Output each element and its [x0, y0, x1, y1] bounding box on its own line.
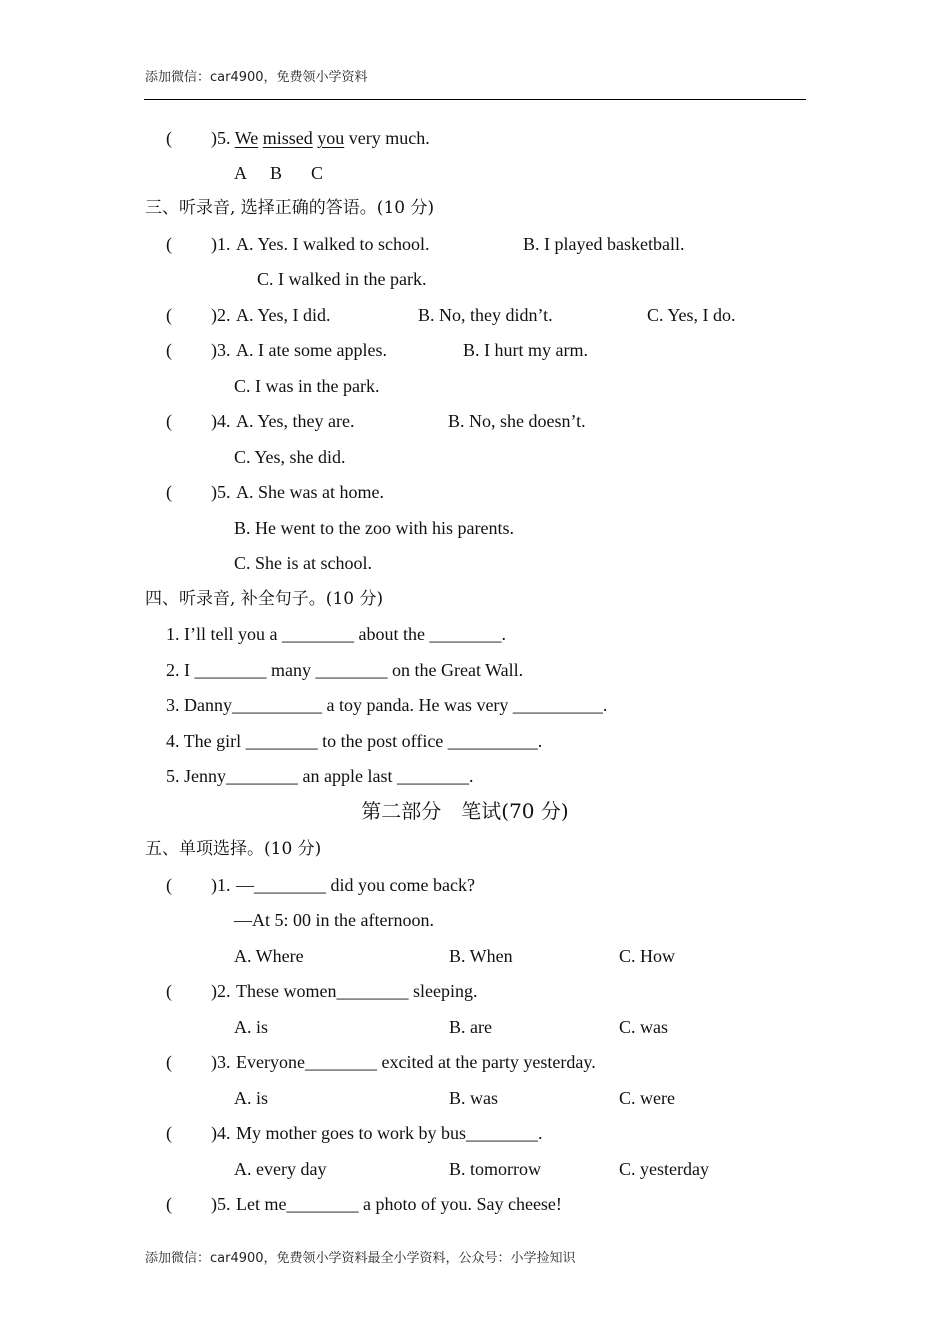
s3-q5-option-b: B. He went to the zoo with his parents.: [234, 518, 514, 538]
underlined-word-c: you: [317, 128, 345, 148]
answer-paren: (: [166, 482, 172, 502]
s5-q5-num: )5.: [211, 1194, 231, 1214]
s3-q4-num: )4.: [211, 411, 231, 431]
page-footer: 添加微信：car4900，免费领小学资料最全小学资料，公众号：小学捡知识: [145, 1251, 576, 1266]
s5-q1-option-c: C. How: [619, 946, 676, 966]
s3-q1-num: )1.: [211, 234, 231, 254]
option-a: A: [234, 163, 247, 183]
answer-paren: (: [166, 981, 172, 1001]
s4-line-4: 4. The girl ________ to the post office __________.: [166, 731, 543, 751]
s4-line-2: 2. I ________ many ________ on the Great Wall.: [166, 660, 524, 680]
s5-q1-option-b: B. When: [449, 946, 513, 966]
s3-q2-option-c: C. Yes, I do.: [647, 305, 736, 325]
s4-line-3: 3. Danny__________ a toy panda. He was very __________.: [166, 695, 608, 715]
s3-q4-option-b: B. No, she doesn’t.: [448, 411, 586, 431]
s5-q2-option-a: A. is: [234, 1017, 269, 1037]
s3-q2-option-a: A. Yes, I did.: [236, 305, 331, 325]
answer-paren: (: [166, 411, 172, 431]
answer-paren: (: [166, 128, 172, 148]
s5-q4-stem: My mother goes to work by bus________.: [236, 1123, 543, 1143]
answer-paren: (: [166, 234, 172, 254]
s3-q3-option-c: C. I was in the park.: [234, 376, 380, 396]
s5-q2-stem: These women________ sleeping.: [236, 981, 478, 1001]
s5-q4-option-a: A. every day: [234, 1159, 327, 1179]
option-b: B: [270, 163, 283, 183]
underlined-word-b: missed: [262, 128, 313, 148]
s3-q1-option-c: C. I walked in the park.: [257, 269, 427, 289]
answer-paren: (: [166, 875, 172, 895]
s5-q1-stem: —________ did you come back?: [236, 875, 475, 895]
s5-q2-option-b: B. are: [449, 1017, 492, 1037]
s3-q5-option-c: C. She is at school.: [234, 553, 372, 573]
option-c: C: [311, 163, 324, 183]
s3-q3-num: )3.: [211, 340, 231, 360]
s5-q5-stem: Let me________ a photo of you. Say cheese!: [236, 1194, 562, 1214]
answer-paren: (: [166, 340, 172, 360]
s3-q1-option-a: A. Yes. I walked to school.: [236, 234, 430, 254]
page-header: 添加微信：car4900，免费领小学资料: [145, 70, 368, 85]
s5-q4-num: )4.: [211, 1123, 231, 1143]
answer-paren: (: [166, 1123, 172, 1143]
question-p1-5: [211, 127, 430, 149]
s5-q3-option-b: B. was: [449, 1088, 498, 1108]
s3-q4-option-c: C. Yes, she did.: [234, 447, 346, 467]
s5-q1-option-a: A. Where: [234, 946, 304, 966]
s3-q2-option-b: B. No, they didn’t.: [418, 305, 553, 325]
s3-q5-option-a: A. She was at home.: [236, 482, 384, 502]
s5-q4-option-c: C. yesterday: [619, 1159, 709, 1179]
question-rest: very much.: [348, 128, 430, 148]
section-5-title: 五、单项选择。(10 分): [145, 839, 322, 859]
s5-q1-stem-reply: —At 5: 00 in the afternoon.: [234, 910, 434, 930]
answer-paren: (: [166, 1052, 172, 1072]
s5-q3-option-a: A. is: [234, 1088, 269, 1108]
s3-q1-option-b: B. I played basketball.: [523, 234, 685, 254]
section-3-title: 三、听录音, 选择正确的答语。(10 分): [145, 198, 435, 218]
s3-q5-num: )5.: [211, 482, 231, 502]
question-number: )5.: [211, 128, 231, 148]
s3-q3-option-b: B. I hurt my arm.: [463, 340, 588, 360]
part-2-title: 第二部分 笔试(70 分): [361, 799, 569, 823]
s3-q2-num: )2.: [211, 305, 231, 325]
answer-paren: (: [166, 305, 172, 325]
s5-q3-num: )3.: [211, 1052, 231, 1072]
s5-q2-option-c: C. was: [619, 1017, 668, 1037]
s5-q3-option-c: C. were: [619, 1088, 675, 1108]
s4-line-5: 5. Jenny________ an apple last ________.: [166, 766, 474, 786]
answer-paren: (: [166, 1194, 172, 1214]
underlined-word-a: We: [234, 128, 259, 148]
s5-q3-stem: Everyone________ excited at the party yesterday.: [236, 1052, 596, 1072]
section-4-title: 四、听录音, 补全句子。(10 分): [145, 589, 384, 609]
header-rule: [144, 99, 806, 100]
s5-q2-num: )2.: [211, 981, 231, 1001]
s3-q4-option-a: A. Yes, they are.: [236, 411, 355, 431]
s5-q4-option-b: B. tomorrow: [449, 1159, 541, 1179]
s4-line-1: 1. I’ll tell you a ________ about the ________.: [166, 624, 506, 644]
s3-q3-option-a: A. I ate some apples.: [236, 340, 387, 360]
s5-q1-num: )1.: [211, 875, 231, 895]
